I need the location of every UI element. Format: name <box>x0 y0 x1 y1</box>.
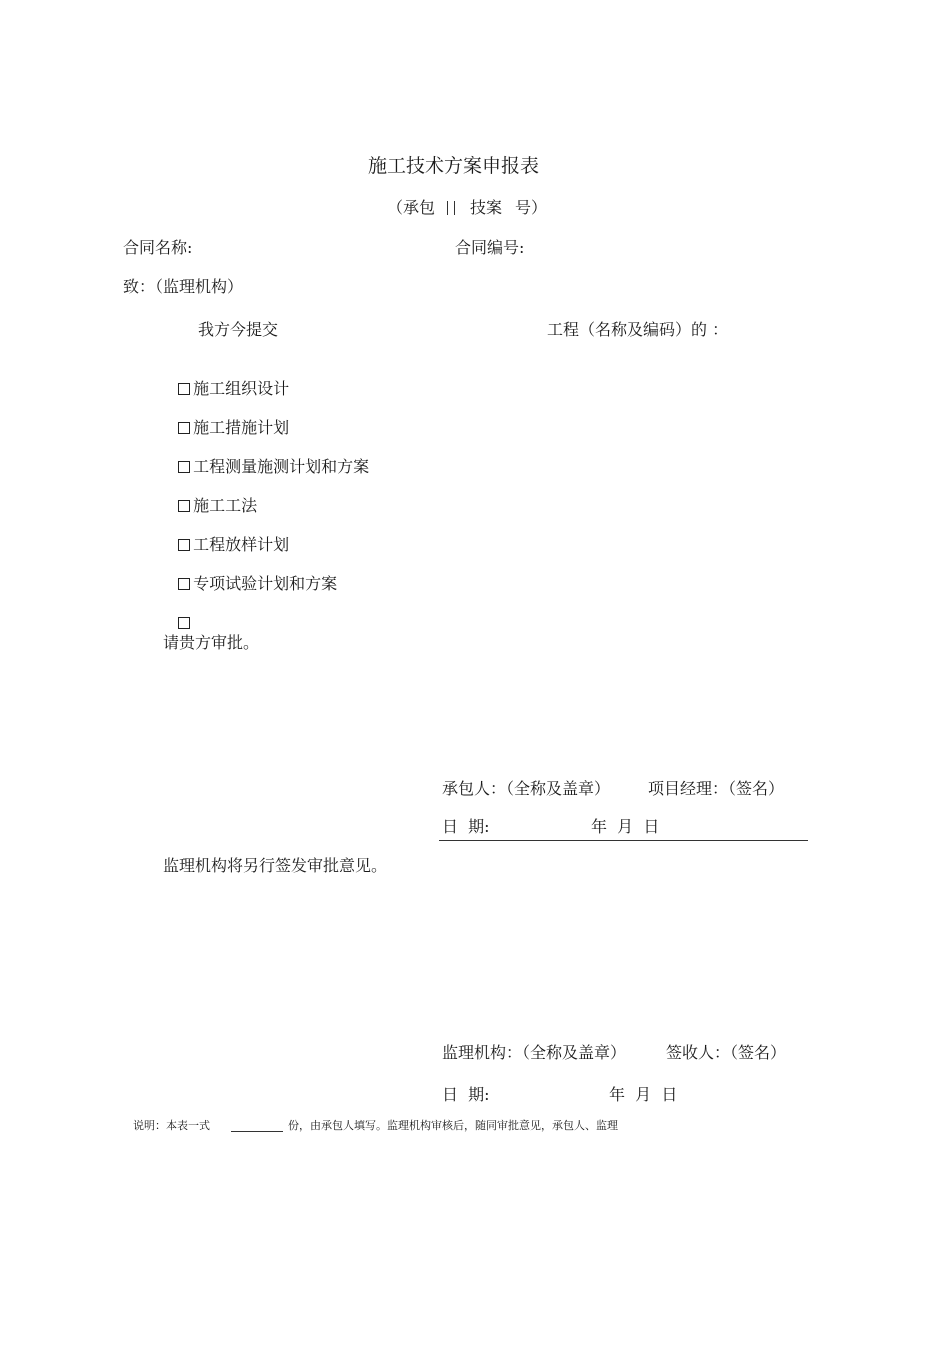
contractor-label: 承包人：（全称及盖章） <box>442 779 611 798</box>
checkbox-icon[interactable] <box>178 461 190 473</box>
receiver-label: 签收人：（签名） <box>666 1043 787 1062</box>
option-label: 施工组织设计 <box>193 379 290 398</box>
doc-number-close: 号） <box>515 198 548 217</box>
checkbox-icon[interactable] <box>178 422 190 434</box>
checkbox-icon[interactable] <box>178 383 190 395</box>
checkbox-icon[interactable] <box>178 578 190 590</box>
checkbox-icon[interactable] <box>178 539 190 551</box>
option-setting-out-plan[interactable] <box>168 515 289 555</box>
supervisor-note: 监理机构将另行签发审批意见。 <box>163 856 388 875</box>
option-other[interactable] <box>168 593 193 633</box>
contractor-date-ymd: 年 月 日 <box>591 817 660 836</box>
contractor-date-label: 日 期: <box>442 817 490 836</box>
option-survey-plan[interactable] <box>168 437 369 477</box>
option-label: 工程放样计划 <box>193 535 290 554</box>
checkbox-icon[interactable] <box>178 617 190 629</box>
option-label: 施工措施计划 <box>193 418 290 437</box>
contract-number-label: 合同编号: <box>455 238 525 257</box>
section-divider <box>439 840 808 841</box>
checkbox-icon[interactable] <box>178 500 190 512</box>
footnote-suffix: 份，由承包人填写。监理机构审核后，随同审批意见，承包人、监理 <box>288 1119 618 1132</box>
option-construction-measures[interactable] <box>168 398 289 438</box>
doc-number-mid: 技案 <box>470 198 503 217</box>
form-title: 施工技术方案申报表 <box>368 155 540 177</box>
submit-project: 工程（名称及编码）的 ： <box>547 320 729 339</box>
contract-name-label: 合同名称: <box>123 238 193 257</box>
option-construction-design[interactable] <box>168 359 289 399</box>
option-construction-method[interactable] <box>168 476 257 516</box>
supervisor-agency-label: 监理机构：（全称及盖章） <box>442 1043 627 1062</box>
addressee: 致：（监理机构） <box>123 277 244 296</box>
option-label: 施工工法 <box>193 496 258 515</box>
doc-number-open: （承包 <box>387 198 436 217</box>
option-label: 工程测量施测计划和方案 <box>193 457 370 476</box>
project-manager-label: 项目经理：（签名） <box>648 779 785 798</box>
supervisor-date-ymd: 年 月 日 <box>609 1085 678 1104</box>
supervisor-date-label: 日 期: <box>442 1085 490 1104</box>
option-label: 专项试验计划和方案 <box>193 574 338 593</box>
request-text: 请贵方审批。 <box>163 633 260 652</box>
copies-blank[interactable] <box>231 1131 283 1132</box>
doc-number-bracket-icon <box>447 201 455 215</box>
submit-lead: 我方今提交 <box>198 320 279 339</box>
footnote-prefix: 说明：本表一式 <box>133 1119 210 1132</box>
option-special-test-plan[interactable] <box>168 554 337 594</box>
